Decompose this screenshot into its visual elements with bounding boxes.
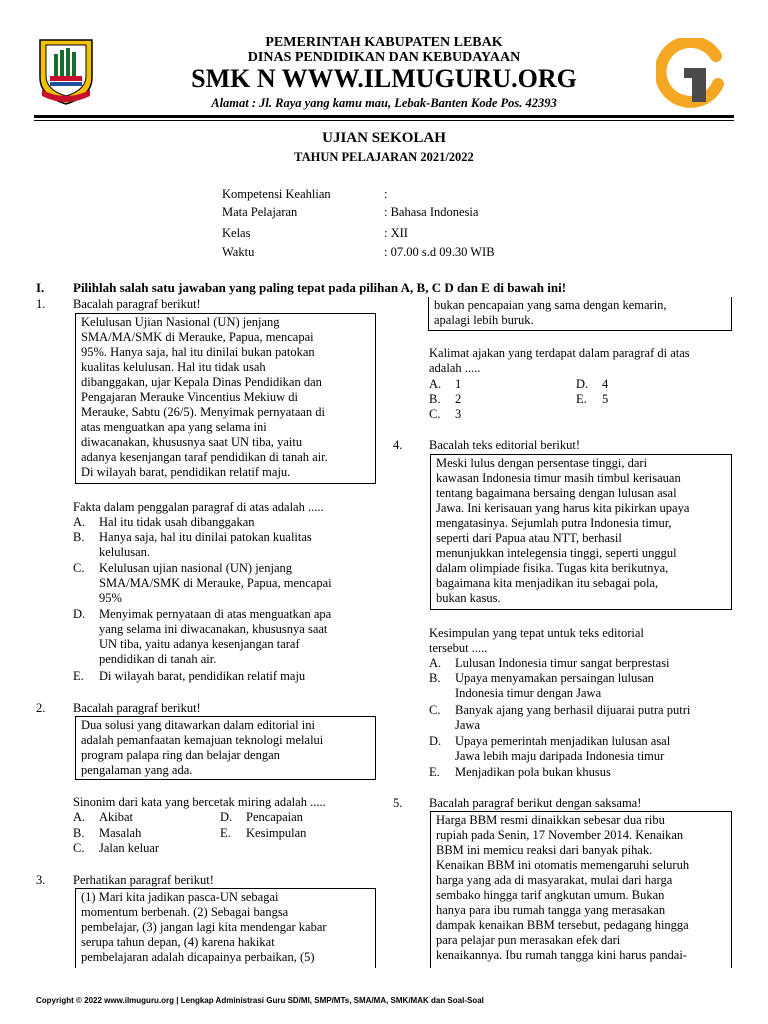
passage-line: dibanggakan, ujar Kepala Dinas Pendidikan dan: [81, 375, 322, 389]
info-value: : Bahasa Indonesia: [384, 205, 479, 219]
passage-line: pembelajaran adalah dicapainya perbaikan, (5): [81, 950, 315, 964]
passage-line: rupiah pada Senin, 17 November 2014. Kenaikan: [436, 828, 684, 842]
option-text: 3: [455, 407, 462, 421]
option-text: 5: [602, 392, 609, 406]
option-text: Jalan keluar: [99, 841, 160, 855]
question-text: Sinonim dari kata yang bercetak miring adalah .....: [73, 795, 326, 809]
header-line-1: PEMERINTAH KABUPATEN LEBAK: [265, 35, 503, 50]
option-letter: C.: [73, 561, 85, 575]
option-text: Kelulusan ujian nasional (UN) jenjang SMA/MA/SMK di Merauke, Papua, mencapai 95%: [99, 561, 332, 605]
option-letter: C.: [429, 407, 441, 421]
passage-line: bagaimana kita menjadikan itu sebagai pola,: [436, 576, 659, 590]
option-letter: A.: [429, 656, 442, 670]
option-text: Hal itu tidak usah dibanggakan: [99, 515, 255, 529]
passage-line: kualitas kelulusan. Hal itu tidak usah: [81, 360, 266, 374]
passage-line: momentum berbenah. (2) Sebagai bangsa: [81, 905, 289, 919]
option-letter: D.: [220, 810, 233, 824]
question-number: 2.: [36, 701, 46, 715]
passage-line: kenaikannya. Ibu rumah tangga kini harus pandai-: [436, 948, 687, 962]
option-letter: B.: [429, 671, 441, 685]
passage-line: pembelajar, (3) jangan lagi kita mendengar kabar: [81, 920, 327, 934]
option-text: Banyak ajang yang berhasil dijuarai putra putri Jawa: [455, 703, 691, 732]
option-text: Hanya saja, hal itu dinilai patokan kualitas kelulusan.: [99, 530, 312, 559]
regency-logo: [36, 34, 96, 106]
option-letter: E.: [220, 826, 231, 840]
passage-line: Pengajaran Merauke Vincentius Mekiuw di: [81, 390, 299, 404]
passage-line: tentang bagaimana bersaing dengan lulusan asal: [436, 486, 677, 500]
option-letter: E.: [429, 765, 440, 779]
passage-line: diwacanakan, khususnya saat UN tiba, yaitu: [81, 435, 303, 449]
section-instruction: Pilihlah salah satu jawaban yang paling tepat pada pilihan A, B, C D dan E di bawah ini!: [73, 280, 567, 295]
question-number: 4.: [393, 438, 403, 452]
option-letter: D.: [73, 607, 86, 621]
passage-line: sembako hingga tarif angkutan umum. Bukan: [436, 888, 665, 902]
option-letter: C.: [73, 841, 85, 855]
info-value: : 07.00 s.d 09.30 WIB: [384, 245, 495, 259]
exam-title: UJIAN SEKOLAH: [322, 130, 446, 146]
option-letter: E.: [73, 669, 84, 683]
passage-line: pengalaman yang ada.: [81, 763, 193, 777]
passage-line: Di wilayah barat, pendidikan relatif maju.: [81, 465, 291, 479]
passage-line: adanya kesenjangan taraf pendidikan di tanah air.: [81, 450, 328, 464]
question-prompt: Bacalah paragraf berikut!: [73, 701, 201, 715]
option-text: Akibat: [99, 810, 134, 824]
passage-box: [75, 716, 376, 780]
passage-line: Kenaikan BBM ini otomatis memengaruhi seluruh: [436, 858, 690, 872]
passage-line: dalam olimpiade fisika. Tugas kita berikutnya,: [436, 561, 669, 575]
info-value: :: [384, 187, 388, 201]
option-text: Upaya pemerintah menjadikan lulusan asal Jawa lebih maju daripada Indonesia timur: [455, 734, 671, 763]
question-prompt: Perhatikan paragraf berikut!: [73, 873, 214, 887]
passage-line: program palapa ring dan belajar dengan: [81, 748, 280, 762]
passage-line: atas menguatkan apa yang selama ini: [81, 420, 267, 434]
question-prompt: Bacalah paragraf berikut dengan saksama!: [429, 796, 642, 810]
option-letter: D.: [576, 377, 589, 391]
passage-line: Harga BBM resmi dinaikkan sebesar dua ribu: [436, 813, 665, 827]
info-label: Waktu: [222, 245, 255, 259]
passage-line: Dua solusi yang ditawarkan dalam editorial ini: [81, 718, 315, 732]
option-text: Di wilayah barat, pendidikan relatif maju: [99, 669, 306, 683]
option-text: Upaya menyamakan persaingan lulusan Indonesia timur dengan Jawa: [455, 671, 654, 700]
passage-line: dampak kenaikan BBM tersebut, pedagang hingga: [436, 918, 689, 932]
option-text: Kesimpulan: [246, 826, 307, 840]
option-text: Menyimak pernyataan di atas menguatkan apa yang selama ini diwacanakan, khususnya saat UN tiba, yaitu adanya kesenjangan taraf pendidikan di tanah air.: [99, 607, 332, 666]
option-letter: A.: [73, 810, 86, 824]
question-text: Kalimat ajakan yang terdapat dalam paragraf di atas adalah .....: [429, 346, 690, 375]
passage-line: Kelulusan Ujian Nasional (UN) jenjang: [81, 315, 280, 329]
school-name: SMK N WWW.ILMUGURU.ORG: [191, 64, 577, 93]
passage-line: 95%. Hanya saja, hal itu dinilai bukan patokan: [81, 345, 315, 359]
passage-line: SMA/MA/SMK di Merauke, Papua, mencapai: [81, 330, 314, 344]
passage-line: (1) Mari kita jadikan pasca-UN sebagai: [81, 890, 279, 904]
passage-line: harga yang ada di masyarakat, mulai dari harga: [436, 873, 673, 887]
option-letter: E.: [576, 392, 587, 406]
passage-box: [75, 313, 376, 484]
option-letter: C.: [429, 703, 441, 717]
passage-line: mengatasinya. Sejumlah putra Indonesia timur,: [436, 516, 672, 530]
info-label: Mata Pelajaran: [222, 205, 298, 219]
passage-line: Meski lulus dengan persentase tinggi, dari: [436, 456, 648, 470]
footer-copyright: Copyright © 2022 www.ilmuguru.org | Lengkap Administrasi Guru SD/MI, SMP/MTs, SMA/MA, SMK/MAK dan Soal-Soal: [36, 996, 484, 1005]
question-number: 5.: [393, 796, 403, 810]
section-number: I.: [36, 280, 45, 295]
passage-line: Jawa. Ini kerisauan yang harus kita pikirkan upaya: [436, 501, 690, 515]
info-label: Kompetensi Keahlian: [222, 187, 331, 201]
option-text: Pencapaian: [246, 810, 303, 824]
option-letter: D.: [429, 734, 442, 748]
passage-box-continued: [428, 297, 732, 331]
info-label: Kelas: [222, 226, 251, 240]
option-letter: B.: [73, 826, 85, 840]
question-number: 3.: [36, 873, 46, 887]
option-text: 2: [455, 392, 462, 406]
option-text: 4: [602, 377, 609, 391]
info-value: : XII: [384, 226, 408, 240]
option-letter: A.: [429, 377, 442, 391]
option-text: 1: [455, 377, 462, 391]
option-text: Lulusan Indonesia timur sangat berprestasi: [455, 656, 670, 670]
passage-line: Merauke, Sabtu (26/5). Menyimak pernyataan di: [81, 405, 326, 419]
option-text: Masalah: [99, 826, 142, 840]
passage-line: hanya para ibu rumah tangga yang merasakan: [436, 903, 666, 917]
header-line-2: DINAS PENDIDIKAN DAN KEBUDAYAAN: [247, 50, 521, 65]
option-letter: A.: [73, 515, 86, 529]
option-text: Menjadikan pola bukan khusus: [455, 765, 611, 779]
passage-box: [430, 811, 732, 968]
question-prompt: Bacalah teks editorial berikut!: [429, 438, 580, 452]
passage-box: [430, 454, 732, 610]
passage-line: bukan pencapaian yang sama dengan kemarin,: [434, 298, 667, 312]
question-prompt: Bacalah paragraf berikut!: [73, 297, 201, 311]
passage-line: kawasan Indonesia timur masih timbul kerisauan: [436, 471, 681, 485]
question-text: Kesimpulan yang tepat untuk teks editorial tersebut .....: [429, 626, 644, 655]
header-rule: [34, 115, 734, 121]
question-text: Fakta dalam penggalan paragraf di atas adalah .....: [73, 500, 324, 514]
option-letter: B.: [429, 392, 441, 406]
school-address: Alamat : Jl. Raya yang kamu mau, Lebak-Banten Kode Pos. 42393: [211, 96, 557, 110]
passage-line: seperti dari Papua atau NTT, berhasil: [436, 531, 622, 545]
passage-box: [75, 888, 376, 968]
passage-line: menunjukkan intelegensia tinggi, seperti unggul: [436, 546, 677, 560]
exam-year: TAHUN PELAJARAN 2021/2022: [294, 150, 474, 164]
passage-line: bukan kasus.: [436, 591, 501, 605]
passage-line: para pelajar pun merasakan efek dari: [436, 933, 621, 947]
passage-line: apalagi lebih buruk.: [434, 313, 534, 327]
ilmuguru-logo: [656, 38, 728, 110]
option-letter: B.: [73, 530, 85, 544]
passage-line: BBM ini memicu reaksi dari banyak pihak.: [436, 843, 653, 857]
question-number: 1.: [36, 297, 46, 311]
passage-line: adalah pemanfaatan kemajuan teknologi melalui: [81, 733, 324, 747]
passage-line: serupa tahun depan, (4) karena hakikat: [81, 935, 275, 949]
